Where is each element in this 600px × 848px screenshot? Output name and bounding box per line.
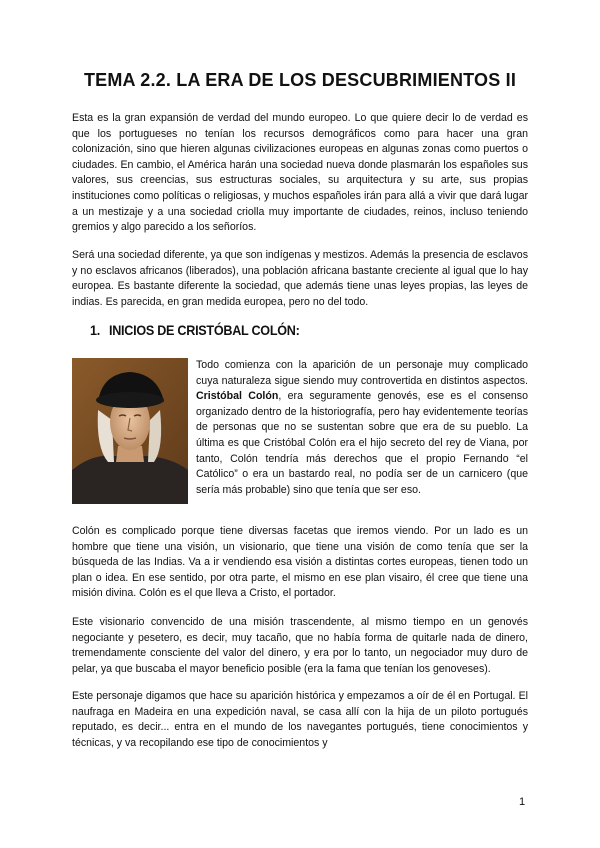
section-heading-text: INICIOS DE CRISTÓBAL COLÓN: xyxy=(108,322,300,338)
paragraph-visionary: Colón es complicado porque tiene diversas facetas que iremos viendo. Por un lado es un hombre que tiene una visión, un visionario, que tiene una visión de como tenía que ser la búsqueda de las Indias. Va a ir vendiendo esa visión a distintas cortes europeas, tienen todo un plan o idea. En ese sentido, por otra parte, el mismo en ese plan visairo, él cree que tiene una misión divina. Colón es el que lleva a Cristo, el portador. xyxy=(72,525,528,600)
paragraph-text: Todo comienza con la aparición de un personaje muy complicado cuya naturaleza sigue siendo muy controvertida en distintos aspectos. xyxy=(196,359,528,387)
paragraph-society: Será una sociedad diferente, ya que son indígenas y mestizos. Además la presencia de esclavos y no esclavos africanos (liberados), una población africana bastante creciente al igual que lo hay europea. Es bastante diferente la sociedad, que además tiene unas leyes propias, las leyes de indias. Es parecida, en gran medida europea, pero no del todo. xyxy=(72,249,528,308)
bold-name: Cristóbal Colón xyxy=(196,390,279,403)
paragraph-text: , era seguramente genovés, ese es el consenso organizado dentro de la historiografía, pero hay evidentemente teorías de personas que no se sustentan sobre que era de su pueblo. La última es que Cristóbal Colón era el hijo secreto del rey de Viana, por tanto, Colón tendría más derechos que el propio Fernando “el Católico” o era un bastardo real, no podía ser de un carnicero (que sería más probable) sino que tenía que ser eso. xyxy=(196,390,528,496)
portrait-image xyxy=(72,358,188,504)
paragraph-intro: Esta es la gran expansión de verdad del mundo europeo. Lo que quiere decir lo de verdad es que los portugueses no tenían los recursos demográficos como para hacer una gran colonización, sino que hieren algunas civilizaciones europeas en algunas zonas como puertos o ciudades. En cambio, el América harán una sociedad nueva donde plasmarán los españoles sus valores, sus creencias, sus estructuras sociales, su arquitectura y su arte, sus propias instituciones como políticas o religiosas, y muchos españoles irán para allá a vivir que dará lugar a un mestizaje y a una sociedad criolla muy importante de ciudades, reinos, incluso teniendo gremios y algo parecido a los señoríos. xyxy=(72,112,528,234)
section-number: 1. xyxy=(90,322,100,338)
section-heading xyxy=(90,322,300,338)
page-number: 1 xyxy=(519,796,526,808)
paragraph-portugal: Este personaje digamos que hace su aparición histórica y empezamos a oír de él en Portugal. El naufraga en Madeira en una expedición naval, se casa allí con la hija de un piloto portugués reputado, es decir... entra en el mundo de los navegantes portugués, tiene conocimientos y técnicas, y va recopilando ese tipo de conocimientos y xyxy=(72,690,528,749)
paragraph-colon-origins xyxy=(196,358,528,498)
page-title: TEMA 2.2. LA ERA DE LOS DESCUBRIMIENTOS II xyxy=(83,70,517,90)
paragraph-negotiator: Este visionario convencido de una misión trascendente, al mismo tiempo en un genovés negociante y pesetero, es decir, muy tacaño, que no había forma de quitarle nada de dinero, tremendamente consciente del valor del dinero, y era por lo tanto, un negociador muy duro de pelar, ya que buscaba el mayor beneficio posible (era la fama que tenían los genoveses). xyxy=(72,616,528,675)
